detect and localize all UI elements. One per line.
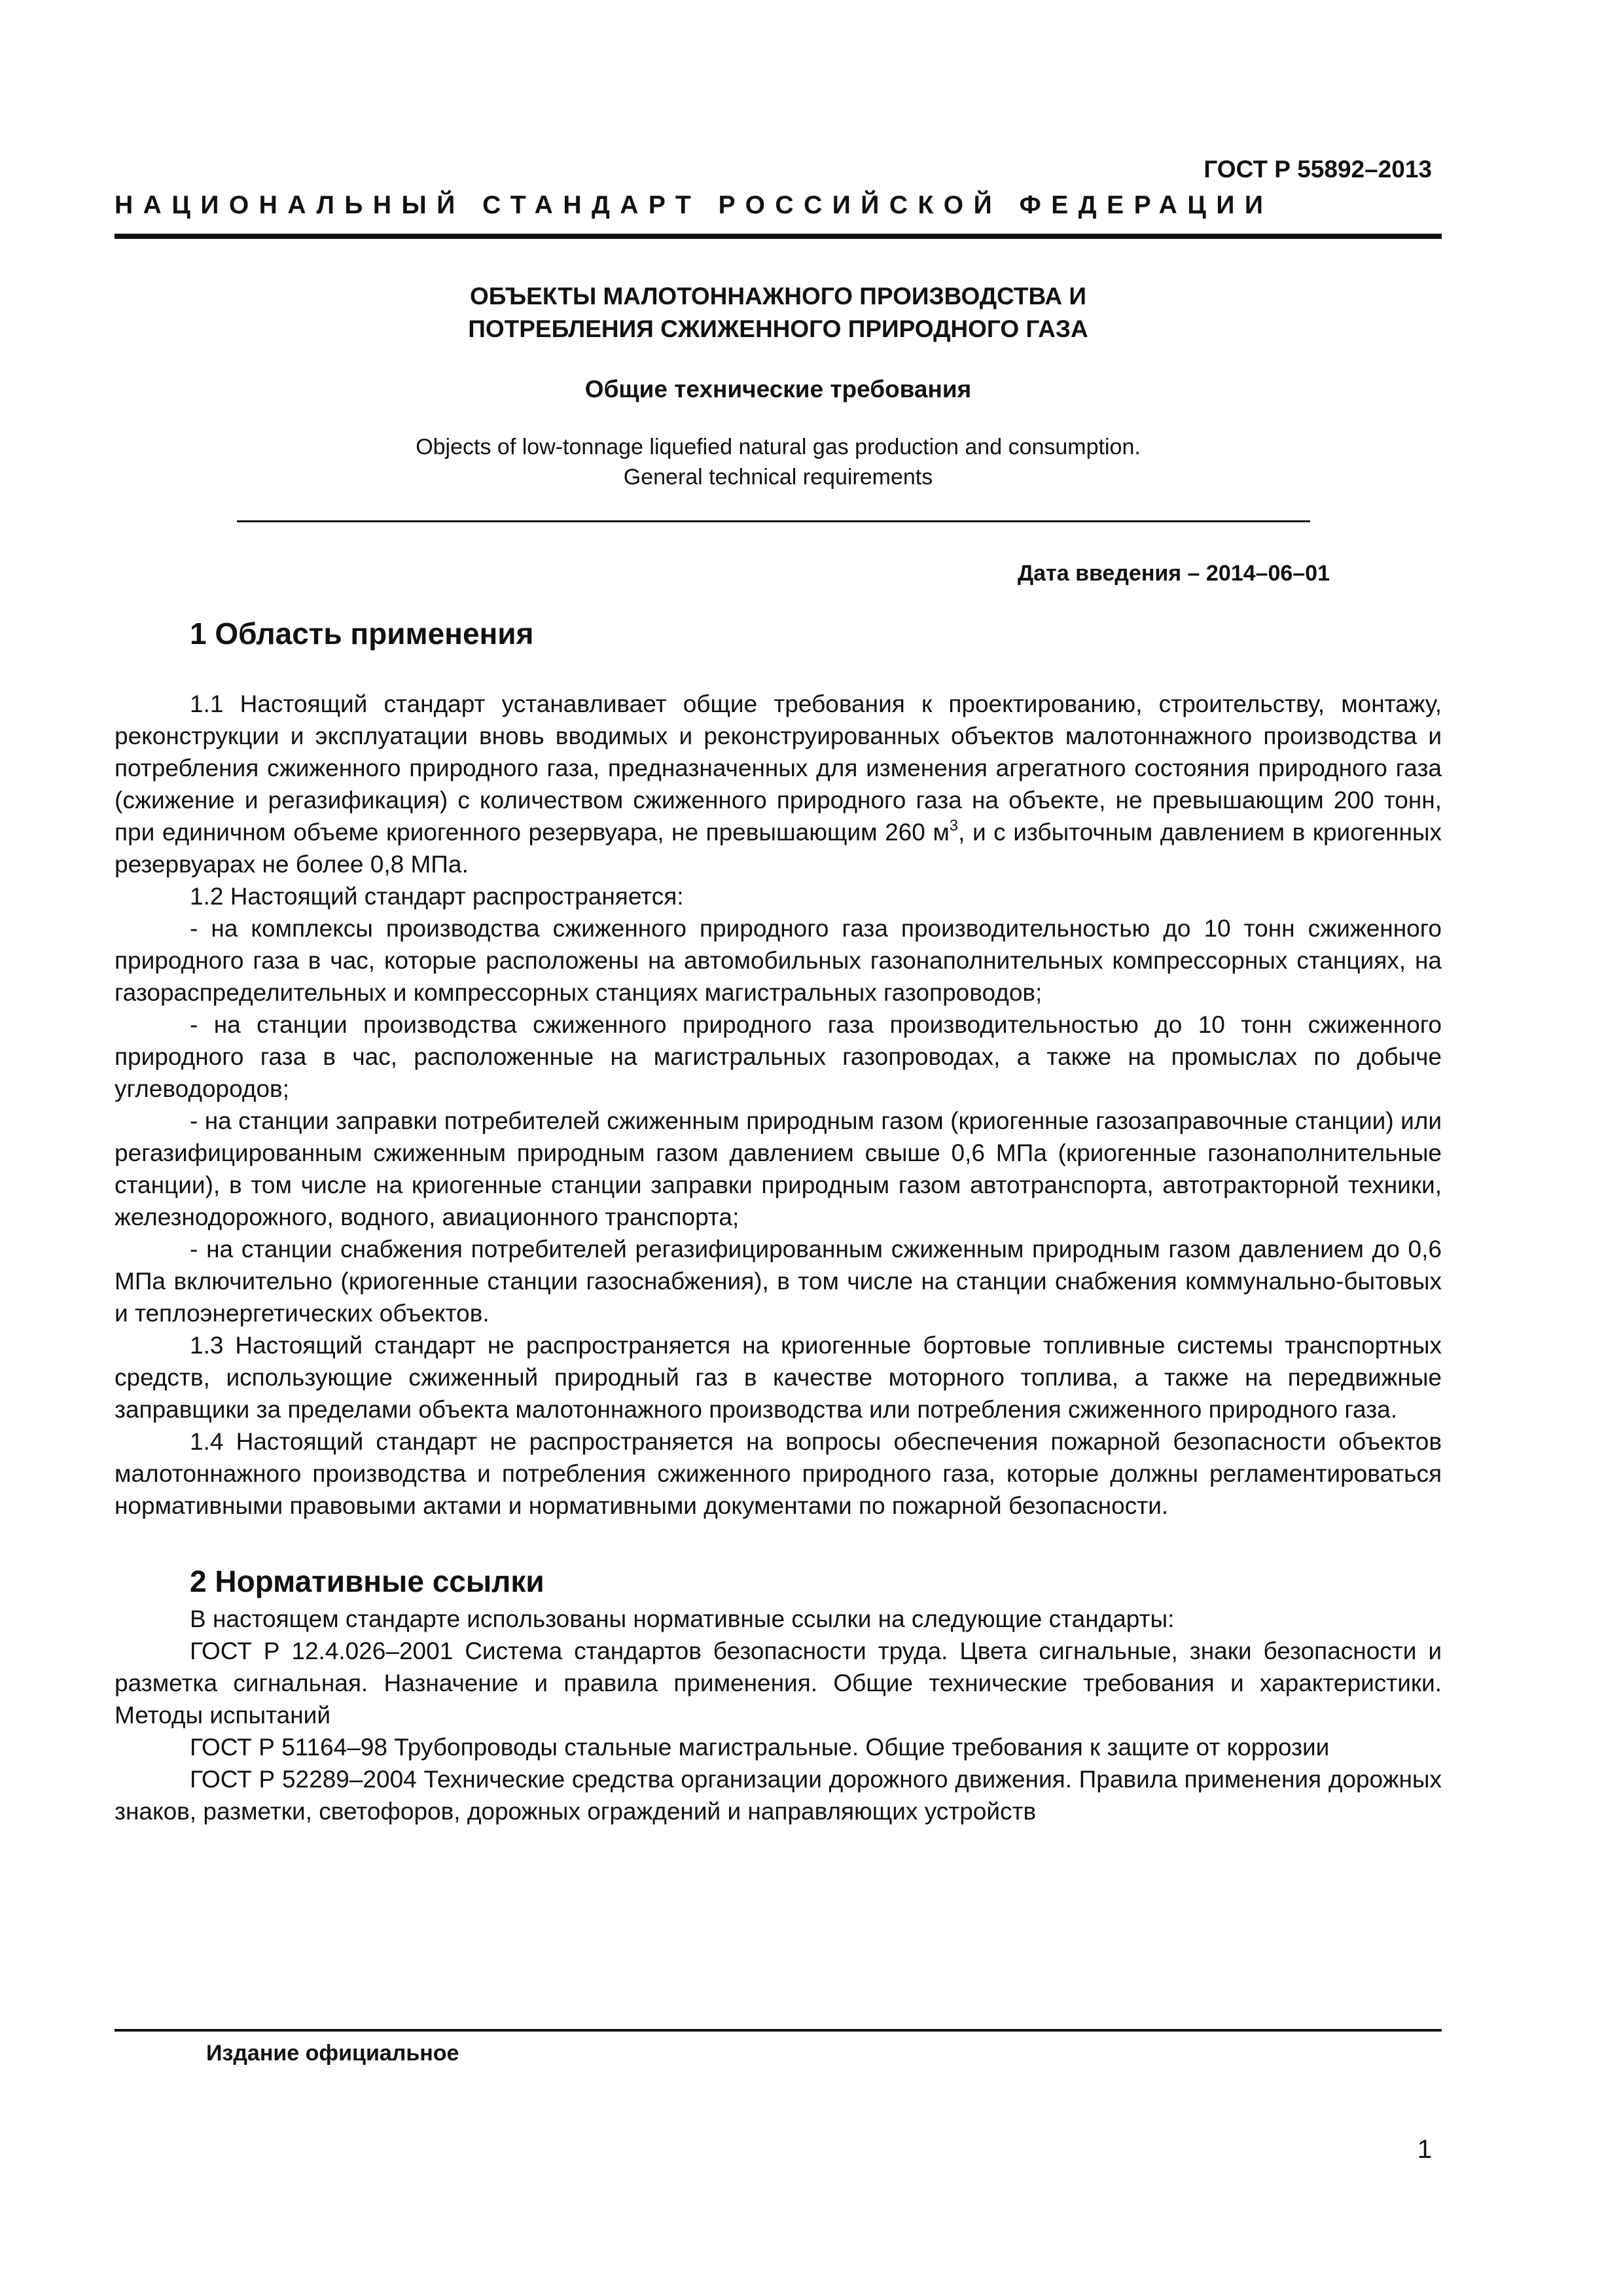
introduction-date: Дата введения – 2014–06–01 bbox=[1017, 561, 1330, 586]
header-rule bbox=[115, 234, 1442, 239]
page-number: 1 bbox=[1417, 2135, 1432, 2164]
list-item: - на станции снабжения потребителей регазифицированным сжиженным природным газом давлением до 0,6 МПа включительно (криогенные станции газоснабжения), в том числе на станции снабжения коммунально-бытовых и теплоэнергетических объектов. bbox=[115, 1236, 1442, 1327]
english-title-line-1: Objects of low-tonnage liquefied natural gas production and consumption. bbox=[416, 435, 1141, 459]
reference-item: ГОСТ Р 52289–2004 Технические средства организации дорожного движения. Правила применения дорожных знаков, разметки, светофоров, дорожных ограждений и направляющих устройств bbox=[115, 1766, 1442, 1825]
reference-item: ГОСТ Р 51164–98 Трубопроводы стальные магистральные. Общие требования к защите от коррозии bbox=[190, 1734, 1330, 1761]
paragraph-1-2: 1.2 Настоящий стандарт распространяется: bbox=[190, 883, 684, 910]
official-edition-note: Издание официальное bbox=[206, 2041, 459, 2066]
paragraph-1-1 bbox=[115, 688, 1442, 880]
title-block bbox=[115, 280, 1442, 492]
paragraph-1-4: 1.4 Настоящий стандарт не распространяется на вопросы обеспечения пожарной безопасности объектов малотоннажного производства и потребления сжиженного природного газа, которые должны регламентироваться нормативными правовыми актами и нормативными документами по пожарной безопасности. bbox=[115, 1428, 1442, 1519]
section-2-heading: 2 Нормативные ссылки bbox=[190, 1564, 544, 1598]
list-item: - на станции производства сжиженного природного газа производительностью до 10 тонн сжиженного природного газа в час, расположенные на магистральных газопроводах, а также на промыслах по добыче углеводородов; bbox=[115, 1011, 1442, 1102]
document-body bbox=[115, 612, 1442, 1827]
section-1-heading: 1 Область применения bbox=[190, 617, 534, 651]
list-item: - на станции заправки потребителей сжиженным природным газом (криогенные газозаправочные станции) или регазифицированным сжиженным природным газом давлением свыше 0,6 МПа (криогенные газонаполнительные станции), в том числе на криогенные станции заправки природным газом автотранспорта, автотракторной техники, железнодорожного, водного, авиационного транспорта; bbox=[115, 1107, 1442, 1230]
list-item: - на комплексы производства сжиженного природного газа производительностью до 10 тонн сжиженного природного газа в час, которые расположены на автомобильных газонаполнительных компрессорных станциях, на газораспределительных и компрессорных станциях магистральных газопроводов; bbox=[115, 915, 1442, 1006]
reference-item: ГОСТ Р 12.4.026–2001 Система стандартов безопасности труда. Цвета сигнальные, знаки безопасности и разметка сигнальная. Назначение и правила применения. Общие технические требования и характеристики. Методы испытаний bbox=[115, 1638, 1442, 1729]
footer-rule bbox=[115, 2029, 1442, 2032]
document-title-line-1: ОБЪЕКТЫ МАЛОТОННАЖНОГО ПРОИЗВОДСТВА И bbox=[470, 283, 1086, 310]
document-title-line-2: ПОТРЕБЛЕНИЯ СЖИЖЕННОГО ПРИРОДНОГО ГАЗА bbox=[468, 315, 1088, 342]
title-rule bbox=[237, 520, 1310, 522]
superscript-cubic: 3 bbox=[949, 816, 959, 834]
paragraph-1-3: 1.3 Настоящий стандарт не распространяется на криогенные бортовые топливные системы транспортных средств, использующие сжиженный природный газ в качестве моторного топлива, а также на передвижные заправщики за пределами объекта малотоннажного производства или потребления сжиженного природного газа. bbox=[115, 1332, 1442, 1423]
document-code: ГОСТ Р 55892–2013 bbox=[1204, 156, 1432, 183]
national-standard-heading: НАЦИОНАЛЬНЫЙ СТАНДАРТ РОССИЙСКОЙ ФЕДЕРАЦИИ bbox=[115, 191, 1274, 219]
english-title-line-2: General technical requirements bbox=[623, 465, 933, 490]
paragraph-1-1-text: 1.1 Настоящий стандарт устанавливает общие требования к проектированию, строительству, монтажу, реконструкции и эксплуатации вновь вводимых и реконструированных объектов малотоннажного производства и потребления сжиженного природного газа, предназначенных для изменения агрегатного состояния природного газа (сжижение и регазификация) с количеством сжиженного природного газа на объекте, не превышающим 200 тонн, при единичном объеме криогенного резервуара, не превышающим 260 м bbox=[115, 691, 1442, 846]
paragraph-1-1-text-end: , и с избыточным давлением в криогенных резервуарах не более 0,8 МПа. bbox=[115, 819, 1442, 878]
references-intro: В настоящем стандарте использованы нормативные ссылки на следующие стандарты: bbox=[190, 1605, 1175, 1632]
document-subtitle: Общие технические требования bbox=[584, 376, 972, 403]
